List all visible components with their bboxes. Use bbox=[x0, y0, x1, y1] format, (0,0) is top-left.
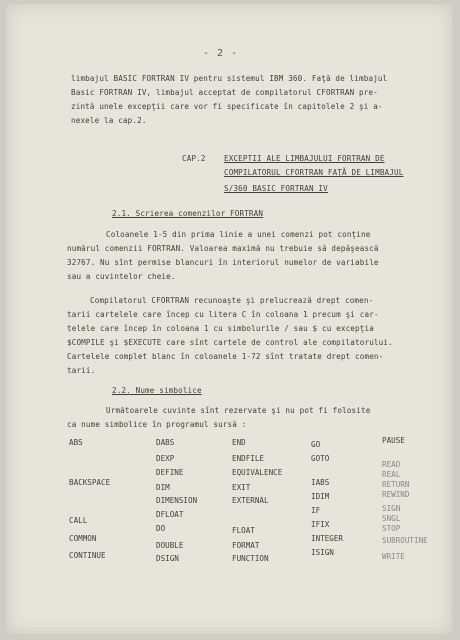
reserved-word: IDIM bbox=[311, 492, 330, 501]
intro-line: Basic FORTRAN IV, limbajul acceptat de compilatorul CFORTRAN pre- bbox=[71, 88, 378, 97]
reserved-word: WRITE bbox=[382, 552, 405, 561]
paragraph-line: tarii. bbox=[67, 366, 96, 375]
intro-line: zintă unele excepţii care vor fi specificate în capitolele 2 şi a- bbox=[71, 102, 383, 111]
paragraph-line: Coloanele 1-5 din prima linie a unei comenzi pot conţine bbox=[106, 230, 371, 239]
reserved-word: SNGL bbox=[382, 514, 401, 523]
paragraph-line: 32767. Nu sînt permise blancuri în interiorul numelor de variabile bbox=[67, 258, 379, 267]
reserved-word: ENDFILE bbox=[232, 454, 265, 463]
intro-line: limbajul BASIC FORTRAN IV pentru sistemul IBM 360. Faţă de limbajul bbox=[71, 74, 388, 83]
reserved-word: REAL bbox=[382, 470, 401, 479]
paragraph-line: Următoarele cuvinte sînt rezervate şi nu pot fi folosite bbox=[106, 406, 371, 415]
reserved-word: COMMON bbox=[69, 534, 97, 543]
reserved-word: EQUIVALENCE bbox=[232, 468, 283, 477]
chapter-title-line: EXCEPTII ALE LIMBAJULUI FORTRAN DE bbox=[224, 154, 385, 163]
reserved-word: READ bbox=[382, 460, 401, 469]
reserved-word: GOTO bbox=[311, 454, 330, 463]
chapter-title-line: S/360 BASIC FORTRAN IV bbox=[224, 184, 328, 193]
reserved-word: DEXP bbox=[156, 454, 175, 463]
chapter-label: CAP.2 bbox=[182, 154, 206, 163]
reserved-word: ISIGN bbox=[311, 548, 334, 557]
reserved-word: SUBROUTINE bbox=[382, 536, 428, 545]
reserved-word: STOP bbox=[382, 524, 401, 533]
paragraph-line: numărul comenzii FORTRAN. Valoarea maximă nu trebuie să depăşească bbox=[67, 244, 379, 253]
reserved-word: DFLOAT bbox=[156, 510, 184, 519]
reserved-word: DO bbox=[156, 524, 166, 533]
reserved-word: ABS bbox=[69, 438, 83, 447]
chapter-title-line: COMPILATORUL CFORTRAN FAŢĂ DE LIMBAJUL bbox=[224, 168, 404, 177]
paragraph-line: Compilatorul CFORTRAN recunoaşte şi prelucrează drept comen- bbox=[90, 296, 374, 305]
reserved-word: GO bbox=[311, 440, 321, 449]
reserved-word: END bbox=[232, 438, 246, 447]
reserved-word: PAUSE bbox=[382, 436, 405, 445]
reserved-word: FORMAT bbox=[232, 541, 260, 550]
reserved-word: EXIT bbox=[232, 483, 251, 492]
reserved-word: FUNCTION bbox=[232, 554, 269, 563]
intro-line: nexele la cap.2. bbox=[71, 116, 147, 125]
paragraph-line: Cartelele complet blanc în coloanele 1-72 sînt tratate drept comen- bbox=[67, 352, 384, 361]
reserved-word: EXTERNAL bbox=[232, 496, 269, 505]
reserved-word: CONTINUE bbox=[69, 551, 106, 560]
reserved-word: IF bbox=[311, 506, 321, 515]
reserved-word: INTEGER bbox=[311, 534, 344, 543]
reserved-word: DABS bbox=[156, 438, 175, 447]
reserved-word: REWIND bbox=[382, 490, 410, 499]
reserved-word: DIMENSION bbox=[156, 496, 198, 505]
reserved-word: IABS bbox=[311, 478, 330, 487]
paragraph-line: telele care încep în coloana 1 cu simbolurile / sau $ cu excepţia bbox=[67, 324, 374, 333]
reserved-word: FLOAT bbox=[232, 526, 255, 535]
reserved-word: DIM bbox=[156, 483, 170, 492]
document-page bbox=[6, 4, 452, 634]
reserved-word: RETURN bbox=[382, 480, 410, 489]
reserved-word: SIGN bbox=[382, 504, 401, 513]
paragraph-line: sau a cuvintelor cheie. bbox=[67, 272, 176, 281]
paragraph-line: ca nume simbolice în programul sursă : bbox=[67, 420, 247, 429]
reserved-word: BACKSPACE bbox=[69, 478, 111, 487]
reserved-word: IFIX bbox=[311, 520, 330, 529]
section-heading: 2.1. Scrierea comenzilor FORTRAN bbox=[112, 209, 264, 218]
section-heading: 2.2. Nume simbolice bbox=[112, 386, 202, 395]
page-number: - 2 - bbox=[203, 48, 239, 59]
paragraph-line: tarii cartelele care încep cu litera C în coloana 1 precum şi car- bbox=[67, 310, 379, 319]
reserved-word: CALL bbox=[69, 516, 88, 525]
reserved-word: DEFINE bbox=[156, 468, 184, 477]
reserved-word: DSIGN bbox=[156, 554, 179, 563]
reserved-word: DOUBLE bbox=[156, 541, 184, 550]
paragraph-line: $COMPILE şi $EXECUTE care sînt cartele de control ale compilatorului. bbox=[67, 338, 393, 347]
